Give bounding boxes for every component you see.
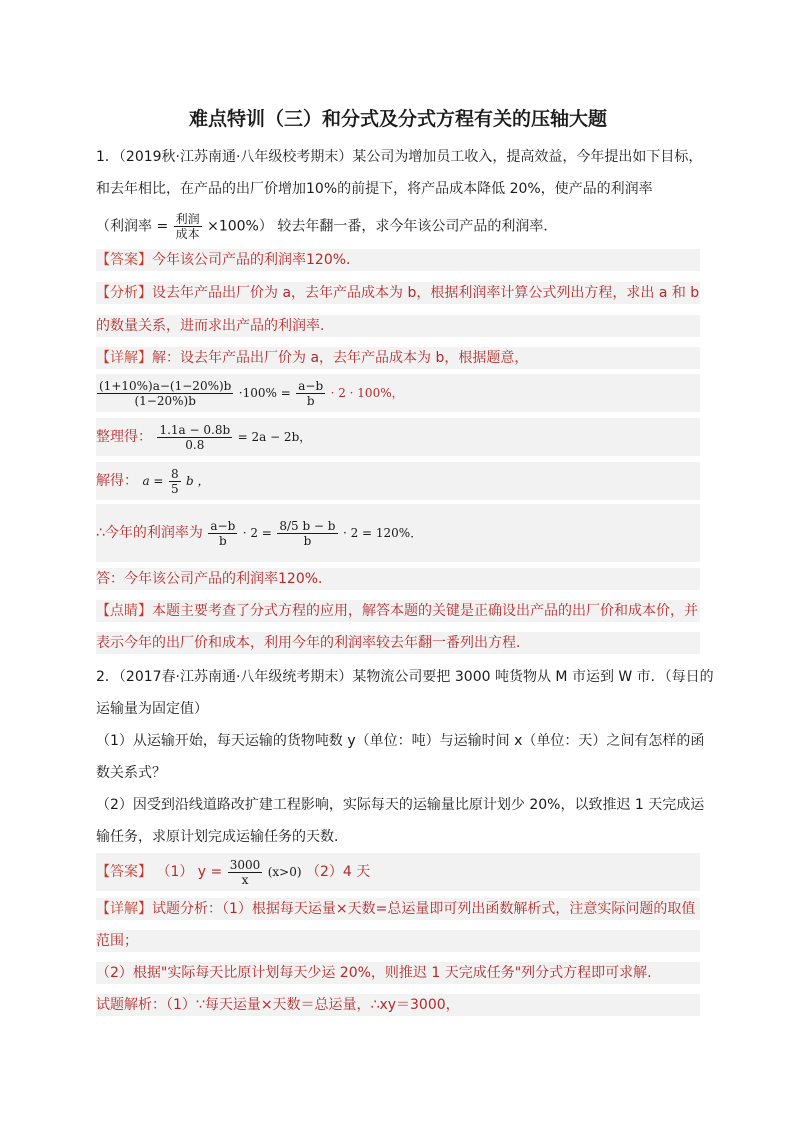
eq1-fraction — [97, 379, 233, 408]
analysis-tag: 【分析】 — [96, 285, 152, 301]
fraction-numerator: 利润 — [175, 212, 200, 226]
q2-answer-numerator: 3000 — [229, 857, 261, 872]
q1-answer — [96, 249, 700, 271]
eq1-mid: ·100% = — [238, 386, 291, 400]
q2-part2-a: （2）因受到沿线道路改扩建工程影响，实际每天的运输量比原计划少 20%，以致推迟 1 天完成运 — [96, 797, 705, 813]
q1-line3-mid: ×100%） — [207, 218, 273, 235]
q2-detail-1 — [96, 898, 700, 920]
q1-analysis-2: 的数量关系，进而求出产品的利润率． — [96, 315, 700, 337]
detail-text-1: 解：设去年产品出厂价为 a，去年产品成本为 b，根据题意， — [152, 350, 529, 366]
eq1-post: · 2 · 100%， — [330, 386, 404, 400]
eq3-denominator: 5 — [170, 481, 179, 496]
eq3-post: b ， — [186, 474, 210, 488]
therefore-label: ∴今年的利润率为 — [96, 525, 203, 541]
eq4-denominator-2: b — [303, 533, 312, 548]
comment-text-1: 本题主要考查了分式方程的应用，解答本题的关键是正确设出产品的出厂价和成本价，并 — [152, 603, 698, 619]
eq3-pre: a = — [142, 474, 164, 488]
eq2-numerator: 1.1a − 0.8b — [159, 422, 231, 437]
q2-line-1: 2．（2017春·江苏南通·八年级统考期末）某物流公司要把 3000 吨货物从 M 市运到 W 市．（每日的 — [96, 669, 714, 685]
q2-answer — [96, 853, 700, 891]
eq3-fraction — [169, 467, 181, 496]
eq1-denominator-2: b — [306, 393, 315, 408]
eq4-denominator: b — [218, 533, 227, 548]
q2-detail-3: （2）根据"实际每天比原计划每天少运 20%，则推迟 1 天完成任务"列分式方程即可求解. — [96, 962, 700, 984]
detail-tag: 【详解】 — [96, 350, 152, 366]
q1-line3-post: 较去年翻一番，求今年该公司产品的利润率． — [277, 218, 558, 235]
q1-comment-1 — [96, 600, 700, 622]
eq3-numerator: 8 — [170, 466, 179, 481]
eq4-mid: · 2 = — [242, 526, 272, 540]
q1-conclusion: 答：今年该公司产品的利润率120%． — [96, 568, 700, 590]
eq4-post: · 2 = 120%． — [342, 526, 423, 540]
q1-detail-1 — [96, 347, 700, 369]
q2-answer-condition: (x>0) — [267, 865, 302, 879]
detail-tag: 【详解】 — [96, 901, 152, 917]
q1-equation-3 — [96, 462, 700, 500]
q1-comment-2: 表示今年的出厂价和成本，利用今年的利润率较去年翻一番列出方程． — [96, 632, 700, 654]
q1-equation-4 — [96, 504, 700, 562]
q2-detail-2: 范围； — [96, 930, 700, 952]
q2-answer-post: （2）4 天 — [306, 864, 371, 880]
fraction-denominator: 成本 — [175, 227, 200, 241]
eq2-fraction — [157, 423, 232, 452]
eq4-numerator: a−b — [210, 518, 236, 533]
page-title: 难点特训（三）和分式及分式方程有关的压轴大题 — [188, 108, 607, 130]
eq4-fraction-2 — [277, 519, 337, 548]
analysis-text-1: 设去年产品出厂价为 a，去年产品成本为 b，根据利润率计算公式列出方程，求出 a 和 b — [152, 285, 700, 301]
q1-equation-2 — [96, 418, 700, 456]
solve-label: 解得： — [96, 473, 138, 489]
q2-answer-pre: （1） y = — [156, 864, 223, 880]
profit-rate-fraction — [174, 212, 202, 241]
q2-part1-b: 数关系式？ — [96, 765, 166, 781]
q2-line-2: 运输量为固定值） — [96, 701, 208, 717]
q1-line-1: 1．（2019秋·江苏南通·八年级校考期末）某公司为增加员工收入，提高效益，今年提出如下目标， — [96, 149, 703, 165]
eq4-numerator-2: 8/5 b − b — [279, 518, 336, 533]
eq1-fraction-2 — [296, 379, 325, 408]
eq1-numerator: (1+10%)a−(1−20%)b — [99, 378, 232, 393]
q2-detail-text-1: 试题分析：（1）根据每天运量×天数=总运量即可列出函数解析式，注意实际问题的取值 — [152, 901, 696, 917]
q1-analysis-1 — [96, 282, 700, 304]
q2-part2-b: 输任务，求原计划完成运输任务的天数． — [96, 829, 348, 845]
eq1-denominator: (1−20%)b — [134, 393, 196, 408]
comment-tag: 【点睛】 — [96, 603, 152, 619]
q1-line-2: 和去年相比，在产品的出厂价增加10%的前提下，将产品成本降低 20%，使产品的利润率 — [96, 181, 653, 197]
eq1-numerator-2: a−b — [298, 378, 324, 393]
eq4-fraction — [208, 519, 237, 548]
q2-answer-denominator: x — [241, 872, 249, 887]
q2-answer-fraction — [228, 858, 263, 887]
answer-text: 今年该公司产品的利润率120%． — [152, 252, 361, 268]
answer-tag: 【答案】 — [96, 252, 152, 268]
q1-line3-pre: （利润率 = — [96, 218, 169, 235]
eq2-denominator: 0.8 — [185, 437, 205, 452]
q2-detail-4: 试题解析：（1）∵每天运量×天数＝总运量，∴xy＝3000， — [96, 994, 700, 1016]
eq2-post: = 2a − 2b， — [237, 430, 312, 444]
answer-tag: 【答案】 — [96, 864, 152, 880]
q1-equation-1 — [96, 374, 700, 412]
simplify-label: 整理得： — [96, 429, 152, 445]
q2-part1-a: （1）从运输开始，每天运输的货物吨数 y（单位：吨）与运输时间 x（单位：天）之间有怎样的函 — [96, 733, 705, 749]
q1-line-3 — [96, 212, 700, 241]
